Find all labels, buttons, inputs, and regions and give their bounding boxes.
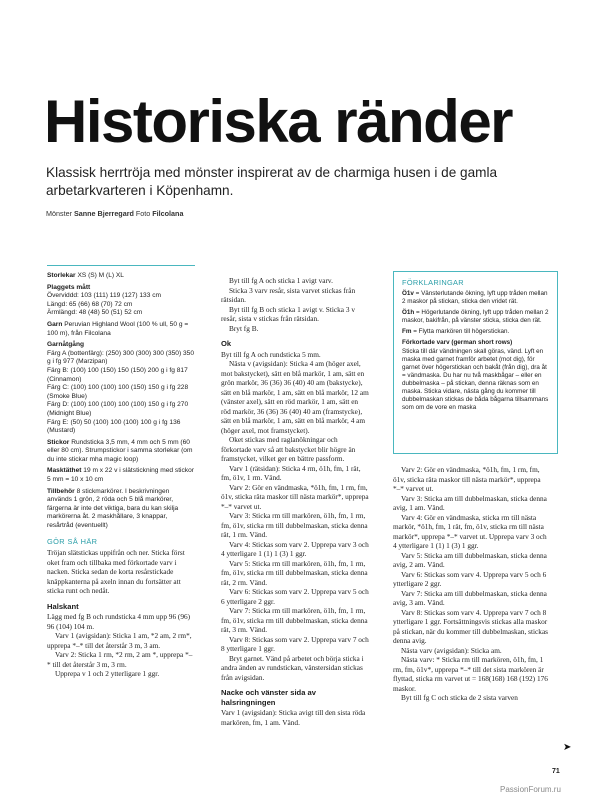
- glossary-text: = Vänsterlutande ökning, lyft upp tråden mellan 2 maskor på stickan, sticka den vridet rät.: [402, 290, 548, 306]
- credits: [46, 209, 183, 218]
- paragraph: Varv 6: Stickas som varv 4. Upprepa varv 5 och 6 ytterligare 2 ggr.: [393, 569, 547, 588]
- paragraph: Nästa varv (avigsidan): Sticka am.: [401, 645, 502, 655]
- spec-accessories: [47, 488, 195, 531]
- how-to-heading: GÖR SÅ HÄR: [47, 536, 98, 546]
- credits-pattern-label: Mönster: [46, 209, 72, 218]
- ok-heading: Ok: [221, 339, 232, 348]
- glossary-item: [402, 309, 549, 325]
- spec-needles-value: Rundsticka 3,5 mm, 4 mm och 5 mm (60 eller 80 cm). Strumpstickor i samma storlekar (om du inte stickar mha magic loop): [47, 438, 193, 463]
- paragraph: Varv 5: Sticka rm till markören, ö1h, fm, 1 rm, fm, ö1v, sticka rm till dubbelmaskan, sticka denna rät, 2 rm. Vänd.: [221, 558, 368, 587]
- glossary-item: [402, 339, 549, 412]
- paragraph: Byt till fg C och sticka de 2 sista varven: [401, 693, 518, 702]
- column-1: [47, 272, 195, 679]
- spec-yarn: [47, 321, 195, 338]
- paragraph: Varv 3: Sticka am till dubbelmaskan, sticka denna avig, 1 am. Vänd.: [393, 493, 547, 512]
- paragraph: Varv 2: Sticka 1 rm, *2 rm, 2 am *, upprepa *–* till det återstår 3 m, 3 rm.: [47, 650, 193, 669]
- paragraph: Oket stickas med raglanökningar och förkortade varv så att bakstycket blir högre än framstycket, vilket ger en bättre passform.: [221, 435, 356, 463]
- glossary-text: = Högerlutande ökning, lyft upp tråden mellan 2 maskor, bakifrån, på vänster sticka, sticka den rät.: [402, 309, 549, 325]
- how-to-intro: Tröjan slätstickas uppifrån och ner. Sticka först oket fram och tillbaka med förkortade varv i nacken. Sticka sedan de korta resårstickade knäppkanterna på axeln innan du fortsätter att sticka runt och nedåt.: [47, 548, 185, 596]
- paragraph: Varv 7: Sticka rm till markören, ö1h, fm, 1 rm, fm, ö1v, sticka rm till dubbelmaskan, sticka denna rät, 3 rm. Vänd.: [221, 606, 368, 634]
- spec-needles-label: Stickor: [47, 438, 70, 446]
- spec-yarn-amount-line: Färg E: (50) 50 (100) 100 (100) 100 g i fg 136 (Mustard): [47, 418, 181, 435]
- neck-heading: Halskant: [47, 601, 79, 611]
- paragraph: Byt till fg A och sticka 1 avigt varv.: [229, 276, 333, 285]
- glossary-text: Sticka till där vändningen skall göras, vänd. Lyft en maska med garnet framför arbetet (mot dig), för garnet över högerstickan och bakåt (från dig), dra åt = vändmaska. Du har nu två maskbågar – eller en dubbelmaska – på stickan, denna räknas som en maska. Sticka vidare, nästa gång du kommer till dubbelmaskan stickas de båda bågarna tillsammans som om de vore en maska: [402, 347, 549, 412]
- paragraph: Lägg med fg B och rundsticka 4 mm upp 96 (96) 96 (104) 104 m.: [47, 612, 191, 631]
- continue-arrow-icon: ➤: [563, 742, 572, 753]
- paragraph: Varv 1 (avigsidan): Sticka avigt till den sista röda markören, fm, 1 am. Vänd.: [221, 708, 366, 727]
- credits-pattern-name: Sanne Bjerregard: [73, 209, 134, 218]
- glossary-term: Fm: [402, 328, 412, 336]
- spec-sizes: [47, 272, 195, 281]
- paragraph: Varv 2: Gör en vändmaska, *ö1h, fm, 1 rm, fm, ö1v, sticka räta maskor till nästa markör*, upprepa *–* varvet ut.: [393, 465, 541, 493]
- paragraph: Sticka 3 varv resår, sista varvet stickas från rätsidan.: [221, 285, 356, 304]
- column-3: [393, 465, 549, 703]
- spec-yarn-amount-line: Färg D: (100) 100 (100) 100 (100) 150 g i fg 270 (Midnight Blue): [47, 401, 189, 417]
- spec-yarn-amount-line: Färg A (bottenfärg): (250) 300 (300) 300 (350) 350 g i fg 977 (Marzipan): [47, 349, 194, 366]
- paragraph: Byt till fg A och rundsticka 5 mm.: [221, 349, 321, 359]
- specs-divider: [47, 265, 195, 266]
- column-2: [221, 276, 369, 727]
- lead-paragraph: Klassisk herrtröja med mönster inspirerat av de charmiga husen i de gamla arbetarkvarteren i Köpenhamn.: [46, 165, 498, 198]
- spec-measurement-line: Ärmlängd: 48 (48) 50 (51) 52 cm: [47, 309, 143, 317]
- spec-accessories-value: 8 stickmarkörer. I beskrivningen används 1 grön, 2 röda och 5 blå markörer, färgerna är inte det viktiga, bara du kan skilja markörerna åt. 2 maskhållare, 3 knappar, resårtråd (eventuellt): [47, 487, 179, 530]
- paragraph: Varv 5: Sticka am till dubbelmaskan, sticka denna avig, 2 am. Vänd.: [393, 550, 547, 569]
- spec-yarn-amounts: [47, 341, 195, 436]
- paragraph: Varv 4: Gör en vändmaska, sticka rm till nästa markör, *ö1h, fm, 1 rät, fm, ö1v, sticka rm till nästa markör*, upprepa *–* varvet ut. Upprepa varv 3 och 4 ytterligare 1 (1) 1 (3) 1 ggr.: [393, 512, 547, 550]
- paragraph: Nästa varv: * Sticka rm till markören, ö1h, fm, 1 rm, fm, ö1v*, upprepa *–* till det sista markören är flyttad, sticka rm varvet ut = 168(168) 168 (192) 176 maskor.: [393, 655, 548, 693]
- paragraph: Bryt garnet. Vänd på arbetet och börja sticka i andra änden av rundstickan, vänstersidan stickas från avigsidan.: [221, 653, 364, 682]
- spec-yarn-amount-line: Färg C: (100) 100 (100) 100 (150) 150 g i fg 228 (Smoke Blue): [47, 384, 189, 400]
- glossary-term: Förkortade varv (german short rows): [402, 339, 513, 347]
- spec-measurements-label: Plaggets mått: [47, 283, 91, 291]
- glossary-term: Ö1h: [402, 309, 415, 317]
- paragraph: Varv 8: Stickas som varv 2. Upprepa varv 7 och 8 ytterligare 1 ggr.: [221, 634, 369, 653]
- glossary-box: [393, 271, 558, 454]
- spec-yarn-amounts-label: Garnåtgång: [47, 341, 85, 349]
- spec-gauge-label: Masktäthet: [47, 467, 82, 475]
- spec-yarn-label: Garn: [47, 320, 63, 328]
- page-title: Historiska ränder: [44, 88, 513, 155]
- spec-sizes-value: XS (S) M (L) XL: [77, 272, 124, 279]
- spec-gauge: [47, 467, 195, 484]
- watermark: PassionForum.ru: [500, 785, 561, 794]
- spec-yarn-amount-line: Färg B: (100) 100 (150) 150 (150) 200 g i fg 817 (Cinnamon): [47, 366, 188, 383]
- spec-gauge-value: 19 m x 22 v i slätstickning med stickor 5 mm = 10 x 10 cm: [47, 467, 194, 484]
- paragraph: Bryt fg B.: [229, 323, 259, 333]
- glossary-text: = Flytta markören till högerstickan.: [413, 328, 510, 336]
- spec-measurement-line: Längd: 65 (66) 68 (70) 72 cm: [47, 300, 133, 308]
- spec-sizes-label: Storlekar: [47, 272, 76, 279]
- paragraph: Varv 8: Stickas som varv 4. Upprepa varv 7 och 8 ytterligare 1 ggr. Fortsättningsvis stickas alla maskor på stickan, när du kommer till dubbelmaskan, stickas denna avig.: [393, 607, 549, 645]
- glossary-item: [402, 328, 549, 336]
- spec-measurement-line: Överviddd: 103 (111) 119 (127) 133 cm: [47, 292, 161, 300]
- spec-yarn-value: Peruvian Highland Wool (100 % ull, 50 g = 100 m), från Filcolana: [47, 320, 189, 337]
- glossary-title: FÖRKLARINGAR: [402, 278, 464, 287]
- credits-photo-name: Filcolana: [152, 209, 184, 218]
- page-number: 71: [552, 768, 560, 775]
- paragraph: Varv 7: Sticka am till dubbelmaskan, sticka denna avig, 3 am. Vänd.: [393, 588, 547, 607]
- paragraph: Upprepa v 1 och 2 ytterligare 1 ggr.: [55, 669, 160, 679]
- paragraph: Varv 6: Stickas som varv 2. Upprepa varv 5 och 6 ytterligare 2 ggr.: [221, 587, 369, 606]
- paragraph: Byt till fg B och sticka 1 avigt v. Sticka 3 v resår, sista v stickas från rätsidan.: [221, 304, 355, 323]
- spec-needles: [47, 439, 195, 465]
- paragraph: Varv 1 (rätsidan): Sticka 4 rm, ö1h, fm, 1 rät, fm, ö1v, 1 rm. Vänd.: [221, 463, 361, 482]
- spec-measurements: [47, 284, 195, 318]
- glossary-item: [402, 290, 549, 306]
- paragraph: Varv 3: Sticka rm till markören, ö1h, fm, 1 rm, fm, ö1v, sticka rm till dubbelmaskan, sticka denna rät, 1 rm. Vänd.: [221, 511, 368, 539]
- paragraph: Varv 1 (avigsidan): Sticka 1 am, *2 am, 2 rm*, upprepa *–* till det återstår 3 m, 3 am.: [47, 631, 192, 650]
- paragraph: Varv 2: Gör en vändmaska, *ö1h, fm, 1 rm, fm, ö1v, sticka räta maskor till nästa markör*, upprepa *–* varvet ut.: [221, 482, 369, 511]
- paragraph: Varv 4: Stickas som varv 2. Upprepa varv 3 och 4 ytterligare 1 (1) 1 (3) 1 ggr.: [221, 539, 369, 558]
- spec-accessories-label: Tillbehör: [47, 487, 75, 495]
- neck-left-heading: Nacke och vänster sida av halsringningen: [221, 688, 316, 707]
- credits-photo-label: Foto: [135, 209, 151, 218]
- glossary-term: Ö1v: [402, 290, 414, 297]
- paragraph: Nästa v (avigsidan): Sticka 4 am (höger axel, mot bakstycket), sätt en blå markör, 1 am, sätt en grön markör, 36 (36) 36 (40) 40 am (bakstycke), sätt en blå markör, 1 am, sätt en blå markör, 12 am (vänster axel), sätt en röd markör, 1 am, sätt en röd markör, 36 (36) 36 (40) 40 am (framstycke), sätt en blå markör, 1 am, sätt en blå markör, 4 am (höger axel, mot framstycket).: [221, 359, 369, 435]
